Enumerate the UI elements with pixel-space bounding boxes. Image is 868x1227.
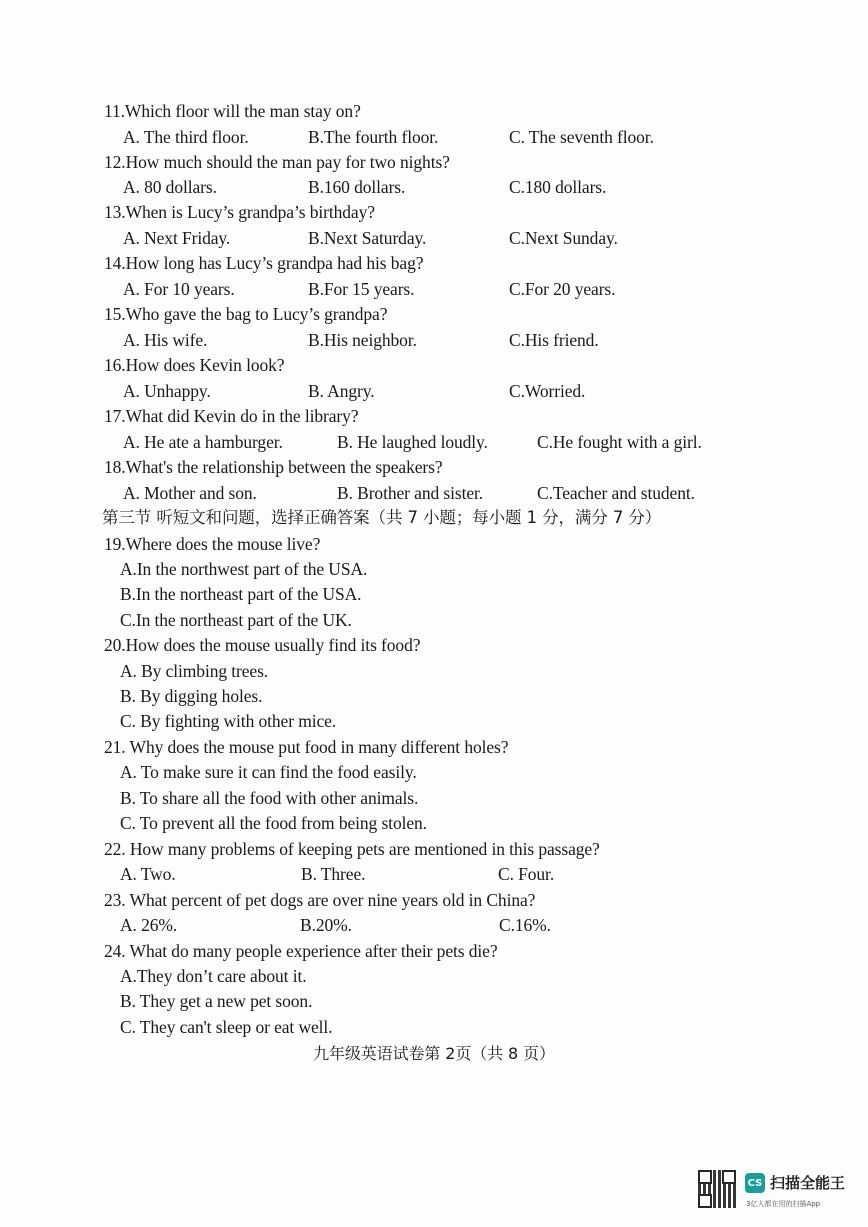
scanner-tagline: 3亿人都在用的扫描App — [746, 1200, 821, 1208]
q11-option-c: C. The seventh floor. — [509, 127, 654, 147]
q17-option-b: B. He laughed loudly. — [337, 432, 488, 452]
q19-option-c: C.In the northeast part of the UK. — [120, 610, 352, 630]
q23-option-c: C.16%. — [499, 915, 551, 935]
q21-option-a: A. To make sure it can find the food easily. — [120, 762, 417, 782]
q11-option-b: B.The fourth floor. — [308, 127, 439, 147]
question-11: 11.Which floor will the man stay on? — [104, 101, 361, 121]
question-12: 12.How much should the man pay for two nights? — [104, 152, 450, 172]
q24-option-a: A.They don’t care about it. — [120, 966, 307, 986]
q13-option-c: C.Next Sunday. — [509, 228, 618, 248]
q14-option-c: C.For 20 years. — [509, 279, 616, 299]
question-14: 14.How long has Lucy’s grandpa had his bag? — [104, 253, 424, 273]
q12-option-c: C.180 dollars. — [509, 177, 607, 197]
q15-option-b: B.His neighbor. — [308, 330, 417, 350]
q24-option-c: C. They can't sleep or eat well. — [120, 1017, 333, 1037]
q17-option-a: A. He ate a hamburger. — [123, 432, 283, 452]
q12-option-b: B.160 dollars. — [308, 177, 406, 197]
q18-option-a: A. Mother and son. — [123, 483, 257, 503]
q16-option-b: B. Angry. — [308, 381, 375, 401]
q18-option-b: B. Brother and sister. — [337, 483, 484, 503]
q16-option-a: A. Unhappy. — [123, 381, 211, 401]
q20-option-a: A. By climbing trees. — [120, 661, 269, 681]
question-19: 19.Where does the mouse live? — [104, 534, 321, 554]
question-16: 16.How does Kevin look? — [104, 355, 285, 375]
q15-option-a: A. His wife. — [123, 330, 208, 350]
q23-option-a: A. 26%. — [120, 915, 178, 935]
q24-option-b: B. They get a new pet soon. — [120, 991, 313, 1011]
question-13: 13.When is Lucy’s grandpa’s birthday? — [104, 202, 375, 222]
q20-option-c: C. By fighting with other mice. — [120, 711, 337, 731]
page-footer: 九年级英语试卷第 2页（共 8 页） — [313, 1044, 555, 1063]
q22-option-c: C. Four. — [498, 864, 555, 884]
cs-logo-icon: CS — [745, 1173, 765, 1193]
section-3-heading: 第三节 听短文和问题，选择正确答案（共 7 小题；每小题 1 分，满分 7 分） — [102, 508, 662, 527]
q17-option-c: C.He fought with a girl. — [537, 432, 702, 452]
question-21: 21. Why does the mouse put food in many different holes? — [104, 737, 509, 757]
q11-option-a: A. The third floor. — [123, 127, 249, 147]
q12-option-a: A. 80 dollars. — [123, 177, 217, 197]
q19-option-a: A.In the northwest part of the USA. — [120, 559, 368, 579]
q14-option-a: A. For 10 years. — [123, 279, 235, 299]
q15-option-c: C.His friend. — [509, 330, 599, 350]
q22-option-a: A. Two. — [120, 864, 176, 884]
q20-option-b: B. By digging holes. — [120, 686, 263, 706]
q18-option-c: C.Teacher and student. — [537, 483, 695, 503]
q21-option-b: B. To share all the food with other animals. — [120, 788, 419, 808]
q23-option-b: B.20%. — [300, 915, 352, 935]
question-18: 18.What's the relationship between the speakers? — [104, 457, 443, 477]
question-15: 15.Who gave the bag to Lucy’s grandpa? — [104, 304, 388, 324]
q13-option-b: B.Next Saturday. — [308, 228, 427, 248]
q21-option-c: C. To prevent all the food from being stolen. — [120, 813, 427, 833]
q16-option-c: C.Worried. — [509, 381, 586, 401]
scanner-app-name: 扫描全能王 — [770, 1174, 846, 1192]
q14-option-b: B.For 15 years. — [308, 279, 415, 299]
question-22: 22. How many problems of keeping pets are mentioned in this passage? — [104, 839, 600, 859]
question-17: 17.What did Kevin do in the library? — [104, 406, 359, 426]
q13-option-a: A. Next Friday. — [123, 228, 231, 248]
q22-option-b: B. Three. — [301, 864, 366, 884]
question-20: 20.How does the mouse usually find its food? — [104, 635, 421, 655]
q19-option-b: B.In the northeast part of the USA. — [120, 584, 362, 604]
question-23: 23. What percent of pet dogs are over nine years old in China? — [104, 890, 536, 910]
question-24: 24. What do many people experience after their pets die? — [104, 941, 498, 961]
qr-code-icon — [698, 1170, 736, 1208]
